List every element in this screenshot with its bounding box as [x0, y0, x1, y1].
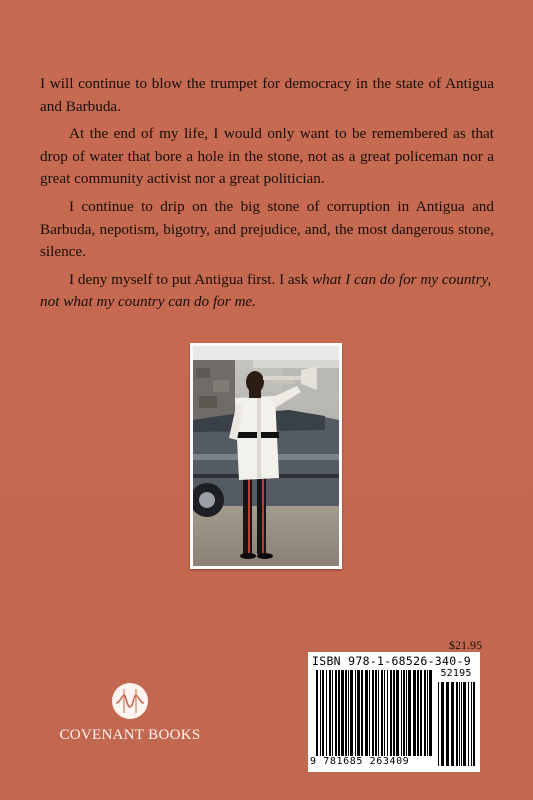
barcode-bar [348, 670, 349, 756]
barcode-bar [451, 682, 454, 766]
barcode-bar [420, 670, 422, 756]
barcode-bar [461, 682, 462, 766]
barcode-bar [381, 670, 383, 756]
barcode-bar [468, 682, 469, 766]
barcode-bar [369, 670, 370, 756]
barcode-bar [335, 670, 337, 756]
barcode-bar [326, 670, 327, 756]
barcode-bar [329, 670, 331, 756]
barcode-bar [357, 670, 360, 756]
barcode-bar [463, 682, 466, 766]
barcode-bar [350, 670, 353, 756]
barcode-bar [390, 670, 392, 756]
paragraph-4-plain: I deny myself to put Antigua first. I ask [69, 270, 312, 288]
barcode-bar [441, 682, 444, 766]
barcode-bar [406, 670, 407, 756]
paragraph-4-italic: what I can do for my country, not what my country can do for me. [40, 270, 492, 311]
barcode-digits: 9 781685 263409 [310, 756, 410, 767]
barcode-bar [378, 670, 379, 756]
barcode-bar [365, 670, 368, 756]
barcode-bar [316, 670, 318, 756]
isbn-barcode [308, 652, 480, 772]
price-label: $21.95 [449, 638, 482, 652]
barcode-bar [427, 670, 428, 756]
paragraph-4 [40, 269, 494, 314]
barcode-bar [424, 670, 426, 756]
body-text [40, 73, 494, 319]
barcode-bar [345, 670, 347, 756]
covenant-books-logo-icon [110, 681, 150, 721]
barcode-bar [375, 670, 377, 756]
barcode-bar [332, 670, 333, 756]
barcode-addon-digits: 52195 [440, 668, 472, 679]
paragraph-3: I continue to drip on the big stone of corruption in Antigua and Barbuda, nepotism, bigotry, and prejudice, and, the most dangerous stone, silence. [40, 197, 494, 261]
author-photo [190, 343, 342, 569]
barcode-bar [361, 670, 363, 756]
barcode-bar [393, 670, 395, 756]
isbn-text: ISBN 978-1-68526-340-9 [312, 654, 471, 668]
barcode-bar [387, 670, 388, 756]
barcode-bar [459, 682, 460, 766]
barcode-bar [438, 682, 439, 766]
barcode-bar [417, 670, 419, 756]
barcode-bar [355, 670, 356, 756]
barcode-bar [429, 670, 432, 756]
barcode-bar [396, 670, 399, 756]
barcode-bar [341, 670, 344, 756]
barcode-bar [338, 670, 340, 756]
trumpeter-photo-illustration [193, 346, 339, 566]
barcode-bar [372, 670, 374, 756]
barcode-bar [401, 670, 402, 756]
publisher-name: COVENANT BOOKS [59, 727, 201, 743]
barcode-bar [446, 682, 449, 766]
barcode-bar [471, 682, 472, 766]
paragraph-1: I will continue to blow the trumpet for democracy in the state of Antigua and Barbuda. [40, 75, 494, 115]
barcode-bar [403, 670, 405, 756]
barcode-bar [456, 682, 458, 766]
barcode-bar [408, 670, 411, 756]
barcode-bar [413, 670, 416, 756]
barcode-bar [473, 682, 475, 766]
barcode-bar [384, 670, 385, 756]
barcode-bar [320, 670, 321, 756]
paragraph-2: At the end of my life, I would only want to be remembered as that drop of water that bore a hole in the stone, not as a great policeman nor a great community activist nor a great politician. [40, 125, 494, 188]
barcode-bar [322, 670, 324, 756]
